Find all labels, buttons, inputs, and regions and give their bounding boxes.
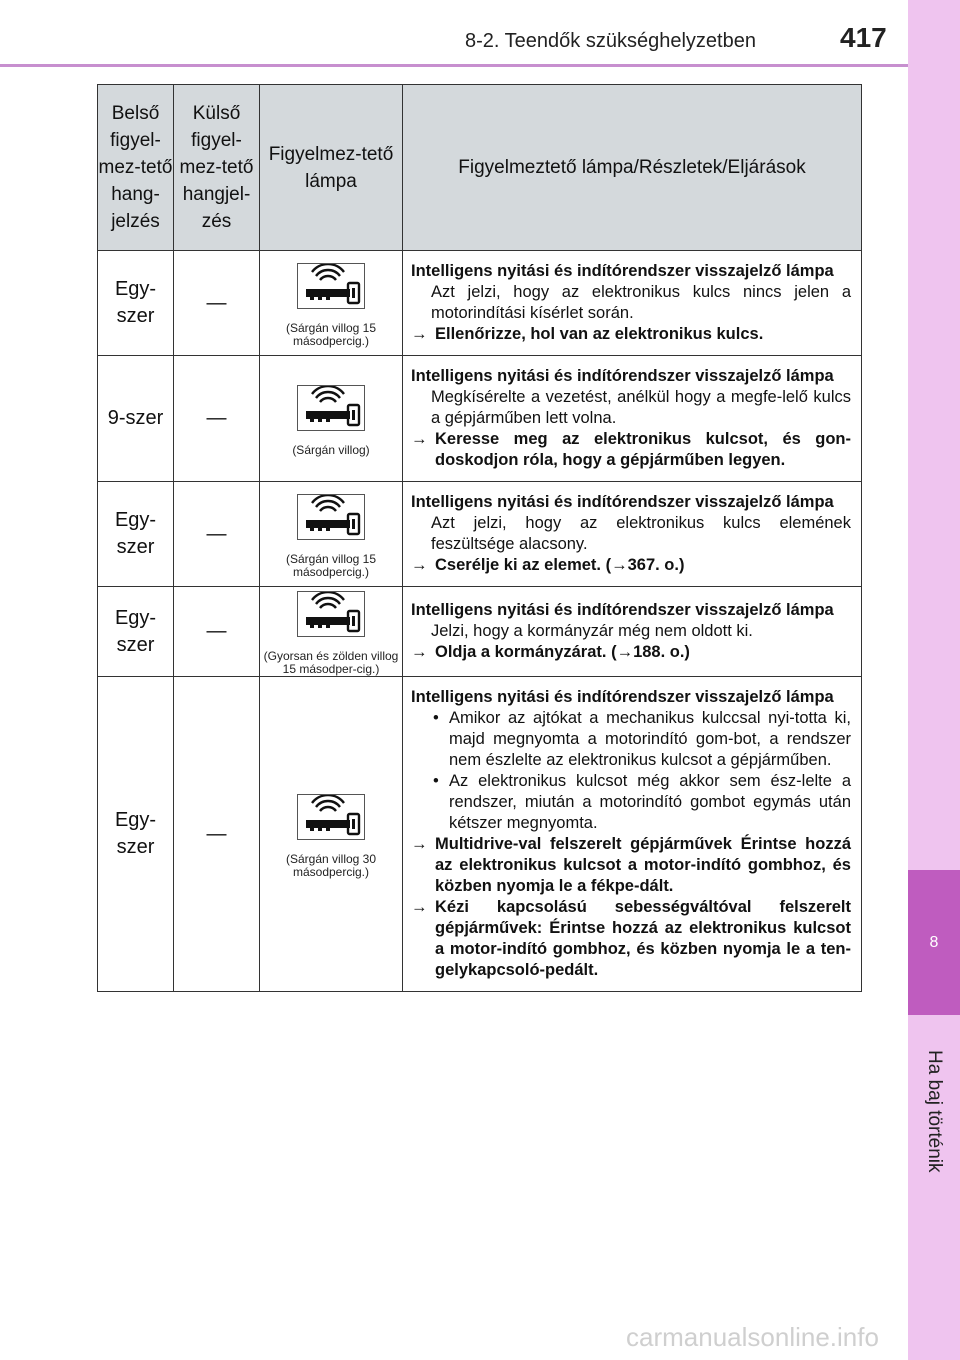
arrow-right-icon: →	[411, 325, 428, 343]
smart-key-indicator-icon	[297, 494, 365, 540]
light-description: Megkísérelte a vezetést, anélkül hogy a megfe-lelő kulcs a gépjárműben lett volna.	[431, 388, 851, 427]
light-title: Intelligens nyitási és indítórendszer visszajelző lámpa	[411, 262, 834, 280]
details-cell	[403, 587, 862, 677]
smart-key-indicator-icon	[298, 795, 364, 839]
smart-key-indicator-icon	[297, 385, 365, 431]
arrow-right-icon: →	[411, 835, 428, 853]
lamp-note: (Sárgán villog 15 másodpercig.)	[285, 320, 377, 348]
action-step: → Keresse meg az elektronikus kulcsot, és gon-doskodjon róla, hogy a gépjárműben legyen.	[411, 430, 851, 469]
table-row	[98, 587, 862, 677]
light-description: Jelzi, hogy a kormányzár még nem oldott ki.	[431, 622, 753, 640]
light-title: Intelligens nyitási és indítórendszer visszajelző lámpa	[411, 688, 834, 706]
bullet-icon: •	[433, 772, 439, 790]
action-step: → Oldja a kormányzárat. (→188. o.)	[411, 643, 690, 661]
action-step: → Kézi kapcsolású sebességváltóval felszerelt gépjárművek: Érintse hozzá az elektronikus kulcsot a motor-indító gombhoz, és közben nyomja le a ten-gelykapcsoló-pedált.	[411, 898, 851, 979]
lamp-note: (Sárgán villog 30 másodpercig.)	[285, 851, 377, 879]
warning-table	[97, 84, 862, 992]
smart-key-indicator-icon	[298, 264, 364, 308]
chapter-number-badge: 8	[908, 870, 960, 1015]
smart-key-indicator-icon	[297, 263, 365, 309]
header-internal-buzzer: Belső figyel-mez-tető hang-jelzés	[98, 85, 174, 251]
table-row	[98, 356, 862, 482]
header-warning-light: Figyelmez-tető lámpa	[260, 85, 403, 251]
internal-buzzer-cell: Egy-szer	[98, 251, 174, 356]
arrow-right-icon: →	[411, 556, 428, 574]
list-item: • Az elektronikus kulcsot még akkor sem ész-lelte a rendszer, miután a motorindító gombot egymás után kétszer megnyomta.	[433, 772, 851, 832]
smart-key-indicator-icon	[297, 794, 365, 840]
internal-buzzer-cell: Egy-szer	[98, 482, 174, 587]
warning-light-cell	[260, 482, 403, 587]
table-row	[98, 482, 862, 587]
action-step: → Ellenőrizze, hol van az elektronikus kulcs.	[411, 325, 764, 343]
arrow-right-icon: →	[411, 898, 428, 916]
lamp-note: (Sárgán villog 15 másodpercig.)	[285, 551, 377, 579]
internal-buzzer-cell: Egy-szer	[98, 677, 174, 992]
warning-light-cell	[260, 677, 403, 992]
smart-key-indicator-icon	[298, 495, 364, 539]
light-description: Azt jelzi, hogy az elektronikus kulcs nincs jelen a motorindítási kísérlet során.	[431, 283, 851, 322]
list-item: • Amikor az ajtókat a mechanikus kulccsal nyi-totta ki, majd megnyomta a motorindító gom-bot, a rendszer nem észlelte az elektronikus kulcsot a gépjárműben.	[433, 709, 851, 769]
section-title: 8-2. Teendők szükséghelyzetben	[465, 30, 756, 52]
warning-light-cell	[260, 587, 403, 677]
page-number: 417	[840, 22, 887, 53]
external-buzzer-cell: —	[174, 587, 260, 677]
details-cell	[403, 482, 862, 587]
header-external-buzzer: Külső figyel-mez-tető hangjel-zés	[174, 85, 260, 251]
arrow-right-icon: →	[411, 430, 428, 448]
lamp-note: (Sárgán villog)	[292, 442, 370, 457]
header-details: Figyelmeztető lámpa/Részletek/Eljárások	[403, 85, 862, 251]
light-description: Azt jelzi, hogy az elektronikus kulcs elemének feszültsége alacsony.	[431, 514, 851, 553]
table-header-row	[98, 85, 862, 251]
table-row	[98, 251, 862, 356]
smart-key-indicator-icon	[298, 592, 364, 636]
external-buzzer-cell: —	[174, 482, 260, 587]
lamp-note: (Gyorsan és zölden villog 15 másodper-cig.)	[263, 649, 399, 676]
light-title: Intelligens nyitási és indítórendszer visszajelző lámpa	[411, 493, 834, 511]
header-divider	[0, 64, 908, 67]
details-cell	[403, 356, 862, 482]
internal-buzzer-cell: Egy-szer	[98, 587, 174, 677]
details-cell	[403, 677, 862, 992]
table-row	[98, 677, 862, 992]
external-buzzer-cell: —	[174, 356, 260, 482]
light-title: Intelligens nyitási és indítórendszer visszajelző lámpa	[411, 601, 834, 619]
arrow-right-icon: →	[411, 643, 428, 661]
external-buzzer-cell: —	[174, 677, 260, 992]
condition-list	[411, 708, 851, 834]
warning-light-cell	[260, 251, 403, 356]
details-cell	[403, 251, 862, 356]
external-buzzer-cell: —	[174, 251, 260, 356]
bullet-icon: •	[433, 709, 439, 727]
warning-light-cell	[260, 356, 403, 482]
action-step: → Multidrive-val felszerelt gépjárművek Érintse hozzá az elektronikus kulcsot a motor-indító gombhoz, és közben nyomja le a fékpe-dált.	[411, 835, 851, 895]
chapter-label: Ha baj történik	[924, 1050, 945, 1173]
smart-key-indicator-icon	[298, 386, 364, 430]
smart-key-indicator-icon	[297, 591, 365, 637]
internal-buzzer-cell: 9-szer	[98, 356, 174, 482]
action-step: → Cserélje ki az elemet. (→367. o.)	[411, 556, 685, 574]
watermark: carmanualsonline.info	[626, 1322, 879, 1352]
light-title: Intelligens nyitási és indítórendszer visszajelző lámpa	[411, 367, 834, 385]
